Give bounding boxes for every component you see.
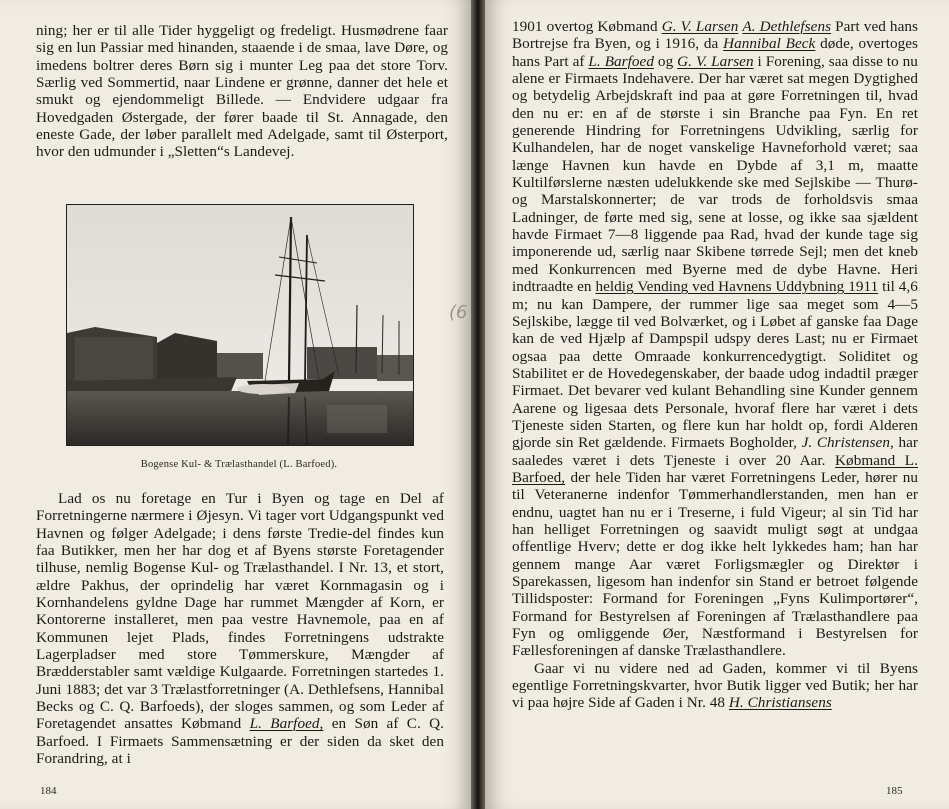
right-page [485,0,949,809]
name-g-v-larsen-2: G. V. Larsen [677,52,754,70]
p1-text-d: og [657,52,674,70]
p1-text-g: har saaledes været i dets Tjeneste i over 20 Aar. [512,434,918,469]
name-a-dethlefsens: A. Dethlefsens [742,18,832,35]
underlined-vending: heldig Vending ved Havnens Uddybning 1911 [595,278,879,296]
p1-text-f: til 4,6 m; nu kan Dampere, der rummer lige saa meget som 4—5 Sejlskibe, lægge til ved Bolværket, og i Løbet af ganske faa Dage kan de ved Hjælp af Dampspil udspy deres Last; nu er Firmaet ogsaa paa dette Omraade konkurrencedygtigt. Soliditet og Stabilitet er de Hovedegenskaber, der baade udog indadtil præger Firmaet. Det bevarer ved kulant Behandling sine Kunder gennem Aarene og ligesaa dets Personale, hvoraf flere har været i dets Tjeneste siden Starten, og flere kun har holdt op, fordi Alderen gjorde sin Ret gældende. Firmaets Bogholder, [512,278,918,452]
left-page [0,0,471,809]
paragraph-bottom-end: en Søn af C. Q. Barfoed. I Firmaets Sammensætning er der siden da sket den Forandring, at i [36,715,444,768]
underlined-kobmand-barfoed: Købmand L. Barfoed, [512,451,918,486]
paragraph-bottom-text: Lad os nu foretage en Tur i Byen og tage en Del af Forretningerne nærmere i Øjesyn. Vi tager vort Udgangspunkt ved Havnen og følger Adelgade; i dens første Tredie-del findes kun faa Butikker, men her har dog et af Byens største Foretagender tilhuse, nemlig Bogense Kul- og Trælasthandel. I Nr. 13, et stort, ældre Pakhus, der oprindelig har været Kornmagasin og i Kornhandelens gyldne Dage har rummet Mængder af Korn, er Kontorerne installeret, men paa vestre Havnemole, paa en af Kommunen lejet Plads, findes Forretningens udstrakte Lagerpladser med store Tømmerskure, Mængder af Brædderstabler samt vældige Kulgaarde. Forretningen startedes 1. Juni 1883; det var 3 Trælastforretninger (A. Dethlefsens, Hannibal Becks og C. Q. Barfoeds), der sloges sammen, og som Leder af Foretagendet ansattes Købmand [36,490,444,733]
right-body [512,18,918,712]
name-l-barfoed-2: L. Barfoed [588,52,654,70]
p1-text-c: døde, overtoges hans Part af [512,35,918,70]
name-hannibal-beck: Hannibal Beck [723,35,816,53]
pencil-margin-mark: (6 [449,302,468,323]
paragraph-top-text: ning; her er til alle Tider hyggeligt og fredeligt. Husmødrene faar sig en lun Passiar med hinanden, staaende i de smaa, lave Døre, og imedens boltrer deres Børn sig i munter Leg paa det store Torv. Særlig ved Sommertid, naar Lindene er grønne, danner det hele et smukt og ejendommeligt Billede. — Endvidere udgaar fra Hovedgaden Østergade, der fører baade til St. Annagade, den eneste Gade, der løber parallelt med Adelgade, samt til Østerport, hvor den udmunder i „Sletten“s Landevej. [36,22,448,161]
p1-text-h: der hele Tiden har været Forretningens Leder, hører nu til Veteranerne indenfor Tømmerhandlerstanden, men han er endnu, uagtet han nu er i Treserne, i fuld Vigeur; al sin Tid har han helliget Forretningen og saavidt muligt søgt at undgaa offentlige Hverv; dette er dog ikke helt lykkedes ham; han har gennem mange Aar været Forligsmægler og Direktør i Sparekassen, ligesom han indenfor sin Stand er betroet følgende Tillidsposter: Formand for Foreningen „Fyns Kulimportører“, Formand for Bestyrelsen af Foreningen af Trælasthandlere paa Fyn og omliggende Øer, Næstformand i Bestyrelsen for Fællesforeningen af danske Trælasthandlere. [512,468,918,660]
name-h-christiansens: H. Christiansens [728,694,832,712]
paragraph-bottom [36,490,444,768]
harbour-photo-image [67,205,413,445]
name-g-v-larsen: G. V. Larsen [661,18,739,35]
page-number-right: 185 [886,785,903,797]
harbour-photo [66,204,414,446]
paragraph-top [36,22,448,161]
p1-text-e: i Forening, saa disse to nu alene er Firmaets Indehavere. Der har været sat megen Dygtighed og betydelig Arbejdskraft ind paa at gøre Forretningen til, hvad den nu er: en af de største i sin Branche paa Fyn. En ret generende Hindring for Forretningens Udvikling, særlig for Kulhandelen, har de noget vanskelige Havneforhold været; saa længe Havnen kun havde en Dybde af 3,1 m, maatte Kultilførslerne næsten udelukkende ske med Sejlskibe — Thurø- og Marstalskonnerter; de var trods de forholdsvis smaa Ladninger, de førte med sig, sene at losse, og ikke saa sjældent havde Firmaet 7—8 liggende paa Rad, hvad der kunde tage sig imponerende ud, særlig naar Skibene tørrede Sejl; men det kneb med Konkurrencen med Byerne med de dybe Havne. Heri indtraadte en [512,52,918,296]
photo-caption: Bogense Kul- & Trælasthandel (L. Barfoed). [140,459,338,470]
book-gutter [471,0,485,809]
name-j-christensen: J. Christensen, [801,434,894,452]
p1-text-a: 1901 overtog Købmand [512,18,658,35]
page-number-left: 184 [40,785,57,797]
p1-text-b: Part ved hans Bortrejse fra Byen, og i 1916, da [512,18,918,53]
p2-text-a: Gaar vi nu videre ned ad Gaden, kommer vi til Byens egentlige Forretningskvarter, hvor Butik ligger ved Butik; her har vi paa højre Side af Gaden i Nr. 48 [512,659,918,712]
name-l-barfoed: L. Barfoed, [249,715,324,733]
